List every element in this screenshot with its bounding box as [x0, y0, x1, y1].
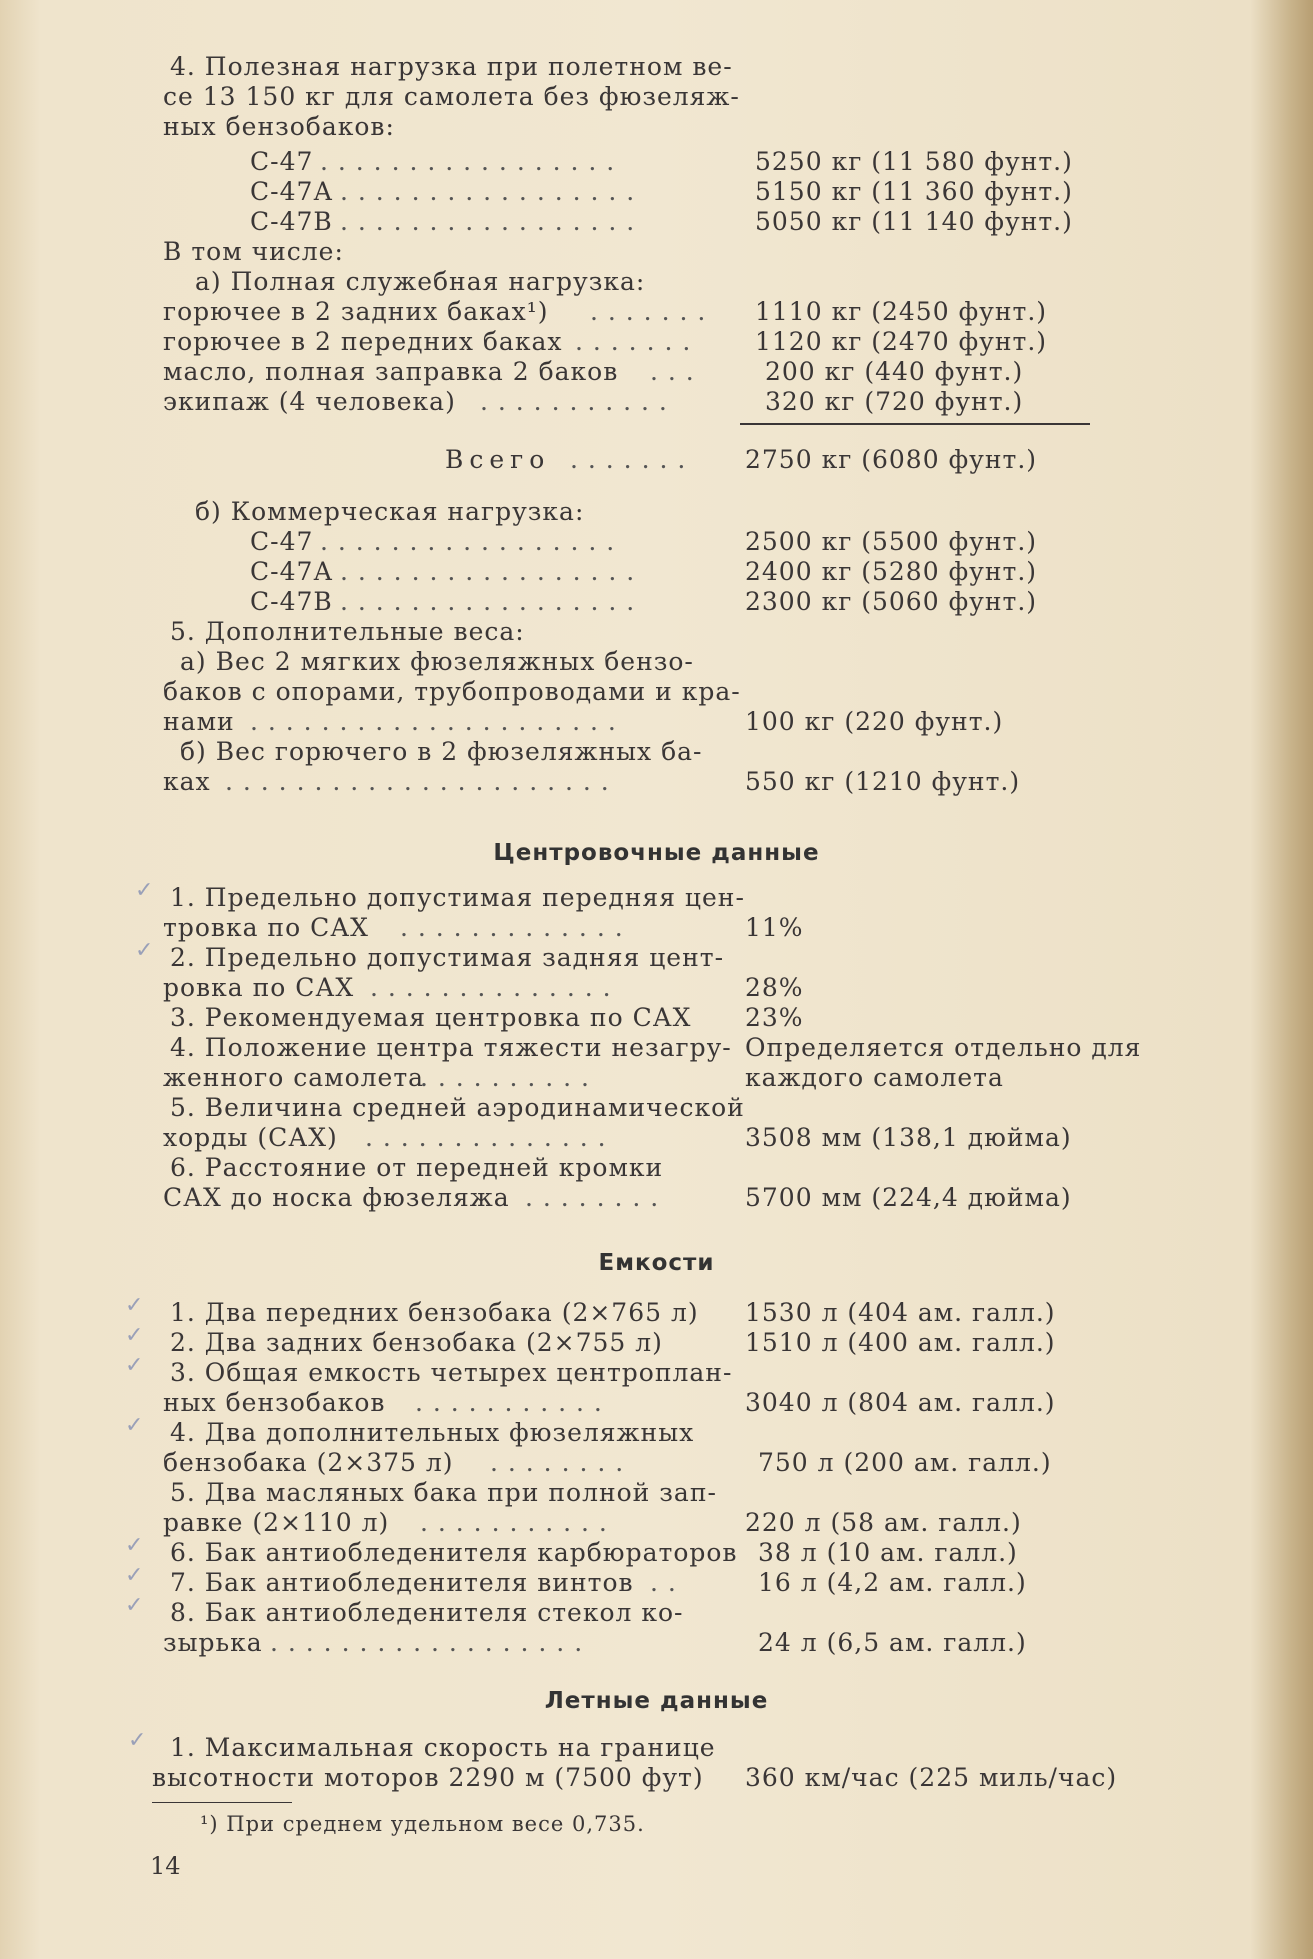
footnote-rule: [152, 1802, 292, 1803]
leader-dots: . . . . . . . .: [490, 1448, 625, 1477]
check-mark-icon: ✓: [135, 878, 154, 903]
leader-dots: . . . . . . .: [570, 445, 687, 474]
leader-dots: . . . . . . . . . . .: [415, 1388, 603, 1417]
check-mark-icon: ✓: [128, 1728, 147, 1753]
leader-dots: . . . . . . . . . . .: [480, 387, 668, 416]
leader-dots: . . . . . . . . . . . . . . . . .: [340, 587, 636, 616]
check-mark-icon: ✓: [125, 1323, 144, 1348]
leader-dots: . . . . . . . . . . . . . . . . .: [340, 207, 636, 236]
check-mark-icon: ✓: [125, 1533, 144, 1558]
section-heading: Емкости: [598, 1250, 715, 1276]
check-mark-icon: ✓: [125, 1593, 144, 1618]
leader-dots: . . . . . . . . . . . . . . . . . .: [270, 1628, 584, 1657]
check-mark-icon: ✓: [125, 1563, 144, 1588]
leader-dots: . . . . . . . . . . . . . . . . .: [320, 527, 616, 556]
section-heading: Летные данные: [544, 1688, 769, 1714]
leader-dots: . . . . . . . .: [525, 1183, 660, 1212]
leader-dots: . . . . . . . . . . .: [420, 1508, 608, 1537]
leader-dots: . .: [650, 1568, 677, 1597]
section-heading: Центровочные данные: [493, 840, 820, 866]
leader-dots: . . . . . . . . . . . . . . . . .: [320, 147, 616, 176]
footnote: ¹) При среднем удельном весе 0,735.: [200, 1812, 645, 1836]
check-mark-icon: ✓: [125, 1293, 144, 1318]
leader-dots: . . . . . . . . . . . . . .: [370, 973, 612, 1002]
check-mark-icon: ✓: [135, 938, 154, 963]
leader-dots: . . . . . . . . . . . . . . . . .: [340, 557, 636, 586]
leader-dots: . . . . . . .: [590, 297, 707, 326]
leader-dots: . . . . . . . . . .: [420, 1063, 590, 1092]
leader-dots: . . . . . . . . . . . . . . . . . . . . .: [250, 707, 617, 736]
leader-dots: . . . . . . .: [575, 327, 692, 356]
check-mark-icon: ✓: [125, 1353, 144, 1378]
page-number: 14: [150, 1852, 181, 1880]
document-page: 4. Полезная нагрузка при полетном ве- се 13 150 кг для самолета без фюзеляж- ных бензобаков: С-47 . . . . . . . . . . . . . . . . . 5250 кг (11 580 фунт.) С-47А . . . . . . . . . . . . . . . . . 5150 кг (11 360 фунт.) С-47В . . . . . . . . . . . . . . . . . 5050 кг (11 140 фунт.) В том числе: а) Полная служебная нагрузка: горючее в 2 задних баках¹) . . . . . . . 1110 кг (2450 фунт.) горючее в 2 передних баках . . . . . . . 1120 кг (2470 фунт.) масло, полная заправка 2 баков . . . 200 кг (440 фунт.) экипаж (4 человека) . . . . . . . . . . . 320 кг (720 фунт.) Всего . . . . . . . 2750 кг (6080 фунт.) б) Коммерческая нагрузка: С-47 . . . . . . . . . . . . . . . . . 2500 кг (5500 фунт.) С-47А . . . . . . . . . . . . . . . . . 2400 кг (5280 фунт.) С-47В . . . . . . . . . . . . . . . . . 2300 кг (5060 фунт.) 5. Дополнительные веса: а) Вес 2 мягких фюзеляжных бензо- баков с опорами, трубопроводами и кра- нами . . . . . . . . . . . . . . . . . . . . . 100 кг (220 фунт.) б) Вес горючего в 2 фюзеляжных ба- ках . . . . . . . . . . . . . . . . . . . . . . 550 кг (1210 фунт.) Центровочные данные ✓ 1. Предельно допустимая передняя цен- тровка по САХ . . . . . . . . . . . . . 11% ✓ 2. Предельно допустимая задняя цент- ровка по САХ . . . . . . . . . . . . . . 28% 3. Рекомендуемая центровка по САХ 23% 4. Положение центра тяжести незагру- Определяется отдельно для женного самолета . . . . . . . . . . каждого самолета 5. Величина средней аэродинамической хорды (САХ) . . . . . . . . . . . . . . 3508 мм (138,1 дюйма) 6. Расстояние от передней кромки САХ до носка фюзеляжа . . . . . . . . 5700 мм (224,4 дюйма) Емкости ✓ 1. Два передних бензобака (2×765 л) 1530 л (404 ам. галл.) ✓ 2. Два задних бензобака (2×755 л) 1510 л (400 ам. галл.) ✓ 3. Общая емкость четырех центроплан- ных бензобаков . . . . . . . . . . . 3040 л (804 ам. галл.) ✓ 4. Два дополнительных фюзеляжных бензобака (2×375 л) . . . . . . . . 750 л (200 ам. галл.) 5. Два масляных бака при полной зап- равке (2×110 л) . . . . . . . . . . . 220 л (58 ам. галл.) ✓ 6. Бак антиобледенителя карбюраторов 38 л (10 ам. галл.) ✓ 7. Бак антиобледенителя винтов . . 16 л (4,2 ам. галл.) ✓ 8. Бак антиобледенителя стекол ко- зырька . . . . . . . . . . . . . . . . . . 24 л (6,5 ам. галл.) Летные данные ✓ 1. Максимальная скорость на границе высотности моторов 2290 м (7500 фут) 360 км/час (225 миль/час) ¹) При среднем удельном весе 0,735. 14: [0, 0, 1313, 1959]
leader-dots: . . . . . . . . . . . . . . . . .: [340, 177, 636, 206]
check-mark-icon: ✓: [125, 1413, 144, 1438]
sum-rule: [740, 423, 1090, 425]
leader-dots: . . .: [650, 357, 695, 386]
leader-dots: . . . . . . . . . . . . .: [400, 913, 624, 942]
leader-dots: . . . . . . . . . . . . . .: [365, 1123, 607, 1152]
leader-dots: . . . . . . . . . . . . . . . . . . . . . .: [225, 767, 610, 796]
